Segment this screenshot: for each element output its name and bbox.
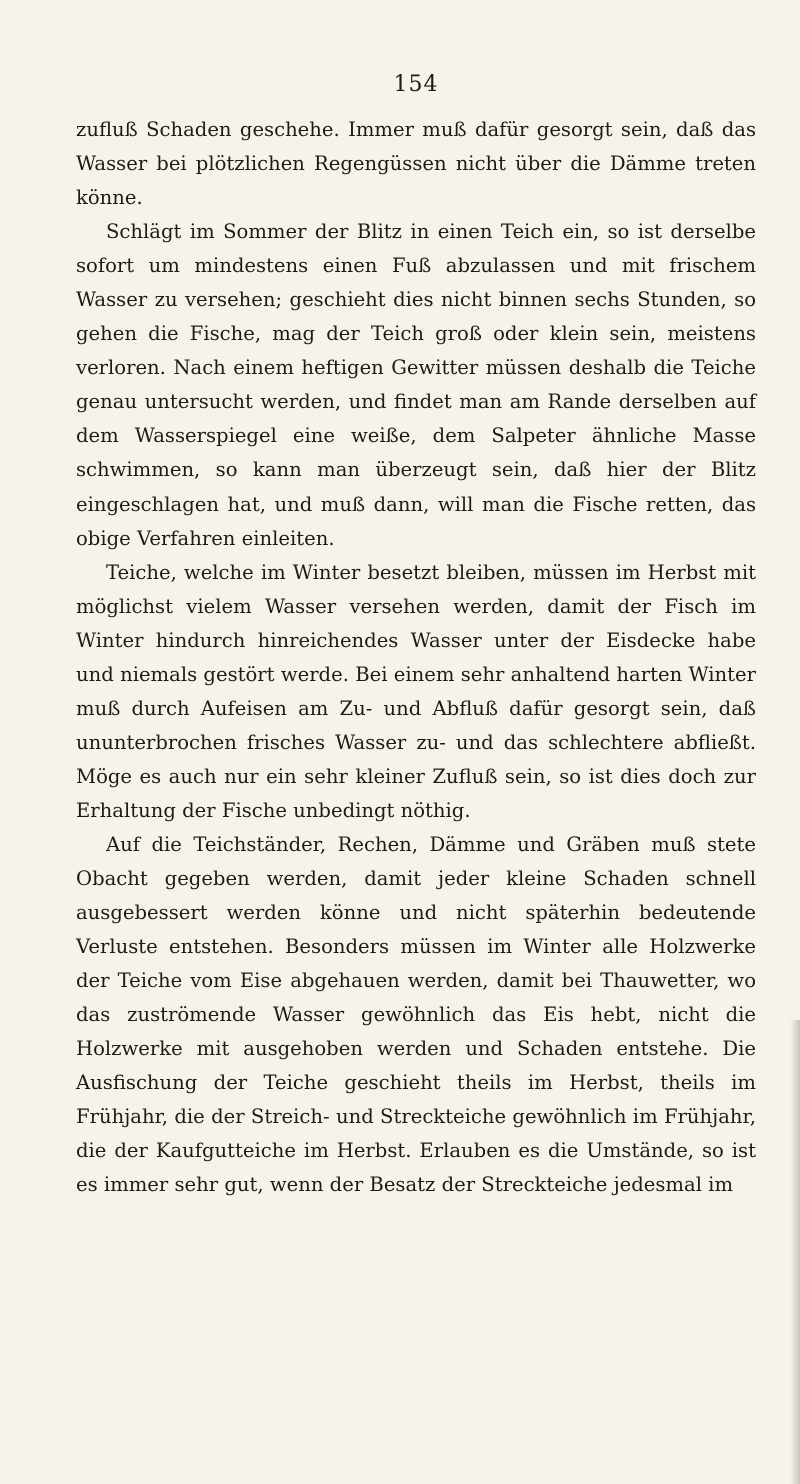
page-edge-shadow [790,1020,800,1484]
page-number: 154 [393,72,439,97]
paragraph-1: zufluß Schaden geschehe. Immer muß dafür gesorgt sein, daß das Wasser bei plötzlichen Regengüssen nicht über die Dämme treten könne. [76,118,756,210]
body-text [76,113,756,1203]
paragraph-2: Schlägt im Sommer der Blitz in einen Teich ein, so ist derselbe sofort um mindestens einen Fuß abzulassen und mit frischem Wasser zu versehen; geschieht dies nicht binnen sechs Stunden, so gehen die Fische, mag der Teich groß oder klein sein, meistens verloren. Nach einem heftigen Gewitter müssen deshalb die Teiche genau untersucht werden, und findet man am Rande derselben auf dem Wasserspiegel eine weiße, dem Salpeter ähnliche Masse schwimmen, so kann man überzeugt sein, daß hier der Blitz eingeschlagen hat, und muß dann, will man die Fische retten, das obige Verfahren einleiten. [76,220,756,550]
paragraph-3: Teiche, welche im Winter besetzt bleiben, müssen im Herbst mit möglichst vielem Wasser versehen werden, damit der Fisch im Winter hindurch hinreichendes Wasser unter der Eisdecke habe und niemals gestört werde. Bei einem sehr anhaltend harten Winter muß durch Aufeisen am Zu- und Abfluß dafür gesorgt sein, daß ununterbrochen frisches Wasser zu- und das schlechtere abfließt. Möge es auch nur ein sehr kleiner Zufluß sein, so ist dies doch zur Erhaltung der Fische unbedingt nöthig. [76,560,756,822]
paragraph-4: Auf die Teichständer, Rechen, Dämme und Gräben muß stete Obacht gegeben werden, damit jeder kleine Schaden schnell ausgebessert werden könne und nicht späterhin bedeutende Verluste entstehen. Besonders müssen im Winter alle Holzwerke der Teiche vom Eise abgehauen werden, damit bei Thauwetter, wo das zuströmende Wasser gewöhnlich das Eis hebt, nicht die Holzwerke mit ausgehoben werden und Schaden entstehe. Die Ausfischung der Teiche geschieht theils im Herbst, theils im Frühjahr, die der Streich- und Streckteiche gewöhnlich im Frühjahr, die der Kaufgutteiche im Herbst. Erlauben es die Umstände, so ist es immer sehr gut, wenn der Besatz der Streckteiche jedesmal im [76,832,756,1197]
